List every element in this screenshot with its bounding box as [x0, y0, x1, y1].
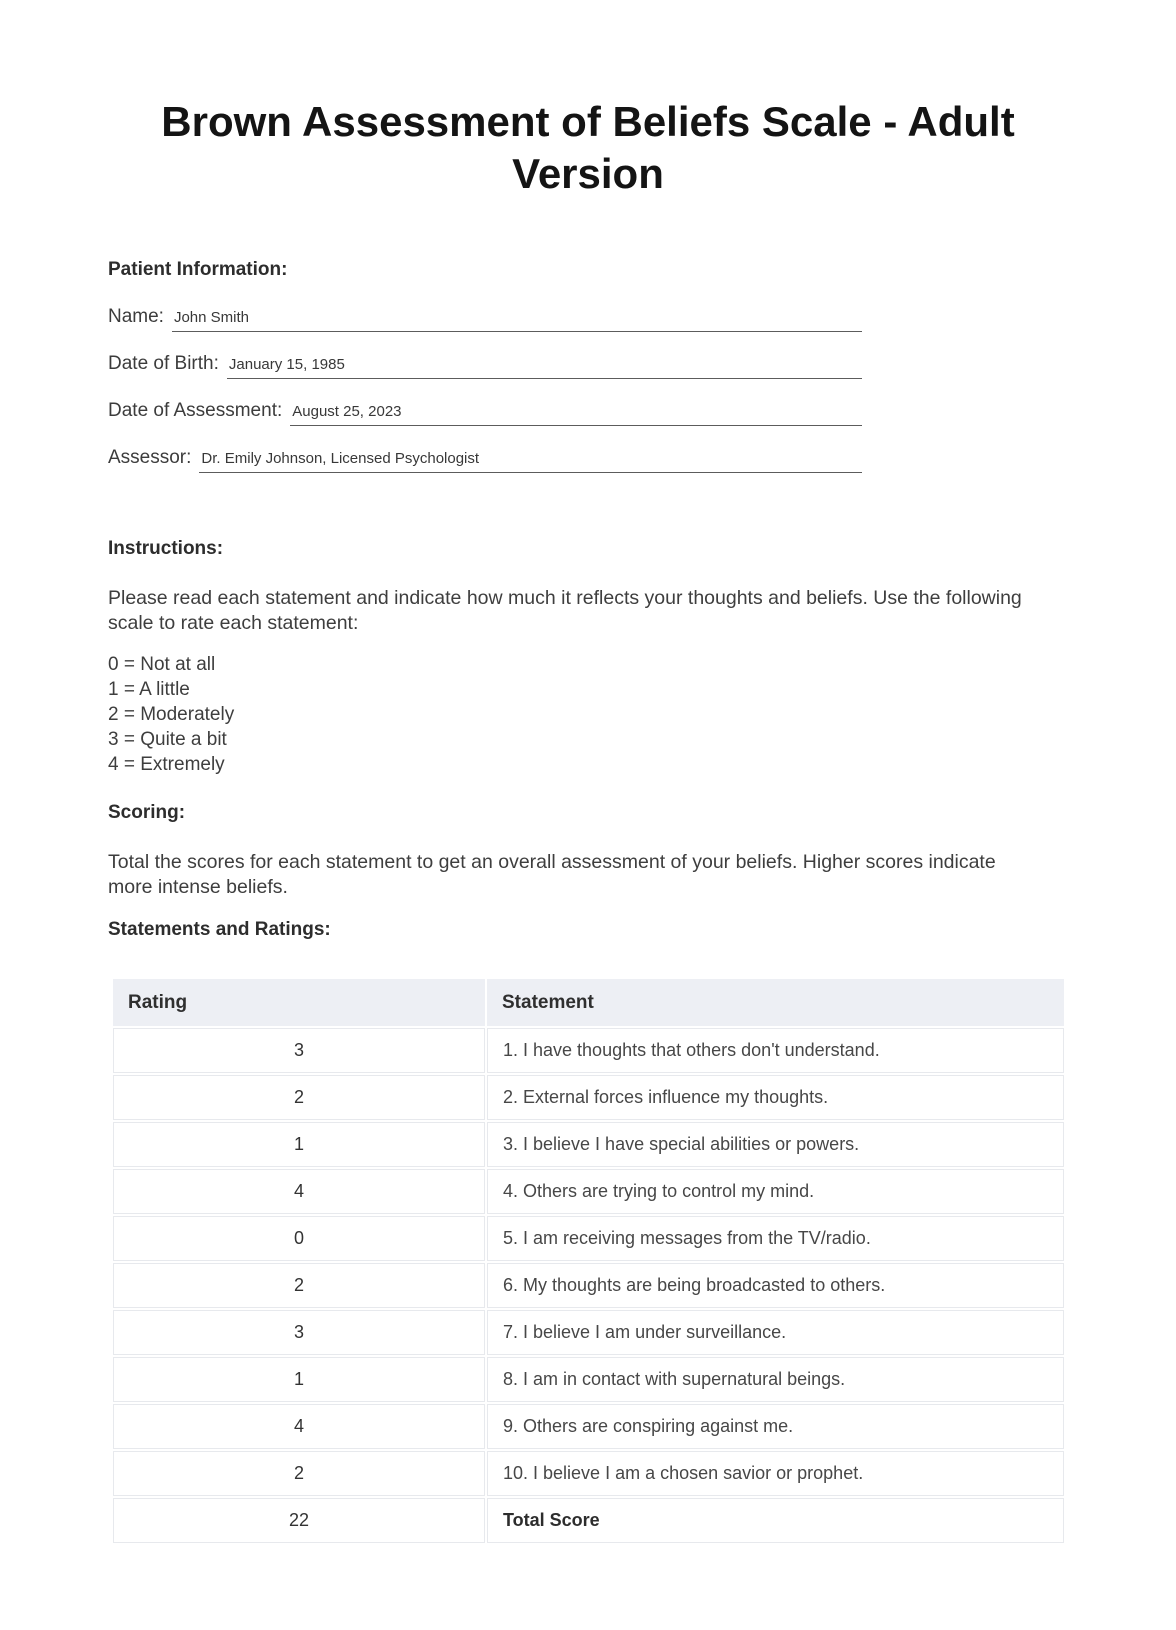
field-label: Name:: [108, 306, 164, 327]
table-row: [113, 1451, 1064, 1496]
rating-column-header: Rating: [113, 979, 485, 1026]
patient-info-heading: Patient Information:: [108, 259, 288, 280]
total-row: [113, 1498, 1064, 1543]
field-value[interactable]: Dr. Emily Johnson, Licensed Psychologist: [199, 449, 862, 473]
scale-item: 0 = Not at all: [108, 654, 216, 675]
ratings-table: [111, 977, 1066, 1545]
rating-cell[interactable]: 3: [113, 1310, 485, 1355]
statement-cell: 8. I am in contact with supernatural beings.: [487, 1357, 1064, 1402]
patient-fields: [108, 305, 1068, 473]
statement-cell: 6. My thoughts are being broadcasted to others.: [487, 1263, 1064, 1308]
rating-cell[interactable]: 3: [113, 1028, 485, 1073]
scale-item: 3 = Quite a bit: [108, 729, 227, 750]
patient-info-section: [108, 258, 1068, 473]
statement-cell: 1. I have thoughts that others don't understand.: [487, 1028, 1064, 1073]
statement-cell: 3. I believe I have special abilities or powers.: [487, 1122, 1064, 1167]
table-row: [113, 1263, 1064, 1308]
field-label: Date of Birth:: [108, 353, 219, 374]
table-row: [113, 1122, 1064, 1167]
table-row: [113, 1404, 1064, 1449]
scale-item: 2 = Moderately: [108, 704, 235, 725]
table-row: [113, 1357, 1064, 1402]
instructions-text: Please read each statement and indicate how much it reflects your thoughts and beliefs. Use the following scale to rate each statement:: [108, 587, 1022, 634]
statement-cell: 5. I am receiving messages from the TV/radio.: [487, 1216, 1064, 1261]
rating-cell[interactable]: 2: [113, 1451, 485, 1496]
statement-cell: 4. Others are trying to control my mind.: [487, 1169, 1064, 1214]
field-value[interactable]: August 25, 2023: [290, 402, 862, 426]
rating-cell[interactable]: 2: [113, 1263, 485, 1308]
statement-cell: 7. I believe I am under surveillance.: [487, 1310, 1064, 1355]
field-value[interactable]: January 15, 1985: [227, 355, 862, 379]
statements-ratings-heading: Statements and Ratings:: [108, 919, 331, 940]
statement-column-header: Statement: [487, 979, 1064, 1026]
field-label: Assessor:: [108, 447, 192, 468]
rating-cell[interactable]: 4: [113, 1169, 485, 1214]
patient-field-date-of-assessment: [108, 399, 862, 426]
table-row: [113, 1169, 1064, 1214]
statement-cell: 10. I believe I am a chosen savior or prophet.: [487, 1451, 1064, 1496]
rating-cell[interactable]: 1: [113, 1357, 485, 1402]
rating-scale-list: [108, 652, 1068, 777]
statement-cell: 9. Others are conspiring against me.: [487, 1404, 1064, 1449]
table-row: [113, 1310, 1064, 1355]
rating-cell[interactable]: 0: [113, 1216, 485, 1261]
instructions-section: [108, 537, 1068, 777]
field-value[interactable]: John Smith: [172, 308, 862, 332]
rating-cell[interactable]: 4: [113, 1404, 485, 1449]
patient-field-name: [108, 305, 862, 332]
rating-cell[interactable]: 1: [113, 1122, 485, 1167]
scoring-heading: Scoring:: [108, 802, 186, 823]
field-label: Date of Assessment:: [108, 400, 283, 421]
total-score-value: 22: [113, 1498, 485, 1543]
page-title: Brown Assessment of Beliefs Scale - Adult Version: [161, 98, 1015, 197]
total-score-label: Total Score: [487, 1498, 1064, 1543]
statement-cell: 2. External forces influence my thoughts.: [487, 1075, 1064, 1120]
table-header-row: [113, 979, 1064, 1026]
scoring-section: [108, 801, 1068, 900]
scale-item: 1 = A little: [108, 679, 190, 700]
scale-item: 4 = Extremely: [108, 754, 225, 775]
scoring-text: Total the scores for each statement to get an overall assessment of your beliefs. Higher scores indicate more intense beliefs.: [108, 851, 996, 898]
instructions-heading: Instructions:: [108, 538, 224, 559]
rating-cell[interactable]: 2: [113, 1075, 485, 1120]
patient-field-assessor: [108, 446, 862, 473]
table-row: [113, 1216, 1064, 1261]
table-row: [113, 1075, 1064, 1120]
table-row: [113, 1028, 1064, 1073]
patient-field-date-of-birth: [108, 352, 862, 379]
